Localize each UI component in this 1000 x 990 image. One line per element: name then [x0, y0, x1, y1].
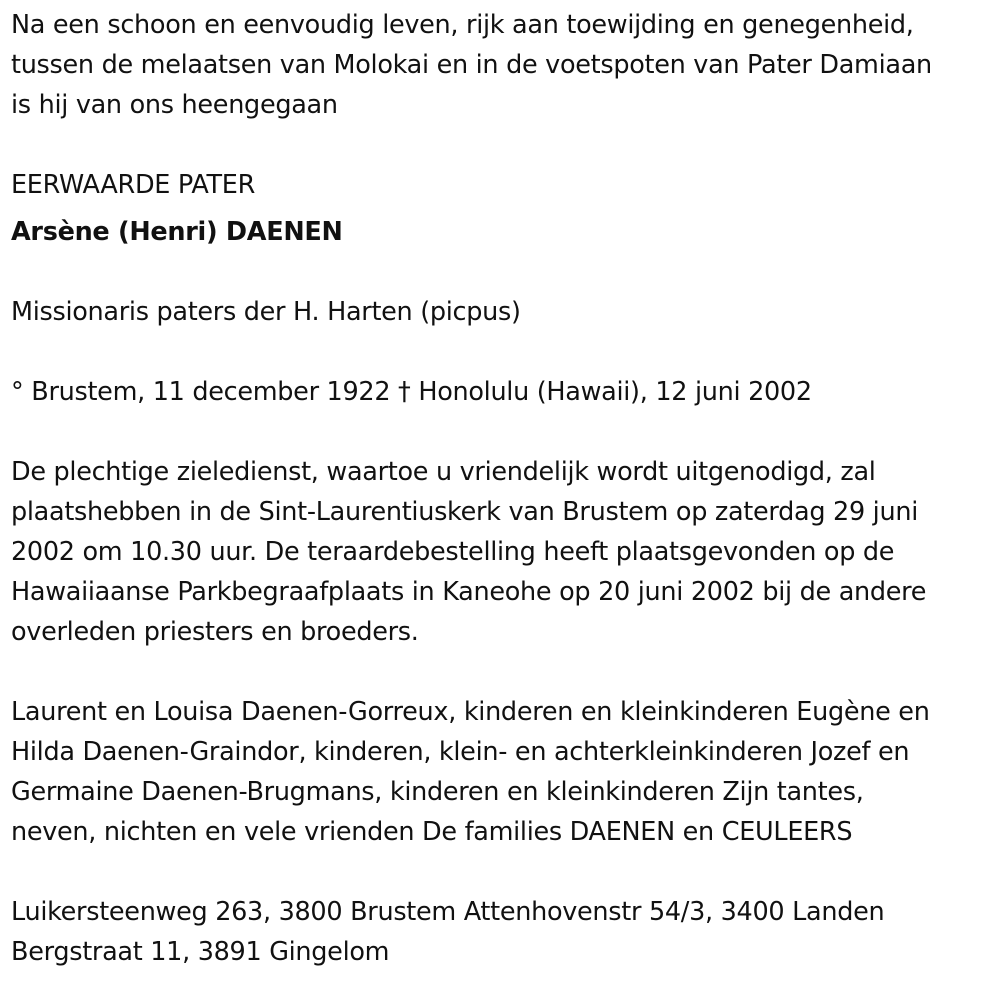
family-line: Hilda Daenen-Graindor, kinderen, klein- en achterkleinkinderen Jozef en: [11, 737, 910, 767]
deceased-title: EERWAARDE PATER: [11, 170, 256, 200]
service-line: plaatshebben in de Sint-Laurentiuskerk van Brustem op zaterdag 29 juni: [11, 497, 918, 527]
addresses-paragraph: [11, 892, 996, 972]
deceased-order: Missionaris paters der H. Harten (picpus): [11, 297, 521, 327]
spacer: [11, 125, 996, 165]
spacer: [11, 852, 996, 892]
family-paragraph: [11, 692, 996, 852]
obituary-document: [11, 5, 996, 972]
spacer: [11, 332, 996, 372]
service-line: 2002 om 10.30 uur. De teraardebestelling heeft plaatsgevonden op de: [11, 537, 895, 567]
service-line: De plechtige zieledienst, waartoe u vriendelijk wordt uitgenodigd, zal: [11, 457, 876, 487]
intro-line: Na een schoon en eenvoudig leven, rijk aan toewijding en genegenheid,: [11, 10, 914, 40]
birth-death-dates: ° Brustem, 11 december 1922 † Honolulu (Hawaii), 12 juni 2002: [11, 377, 812, 407]
address-line: Bergstraat 11, 3891 Gingelom: [11, 937, 390, 967]
spacer: [11, 252, 996, 292]
deceased-name: Arsène (Henri) DAENEN: [11, 217, 343, 247]
order-paragraph: [11, 292, 996, 332]
family-line: Germaine Daenen-Brugmans, kinderen en kleinkinderen Zijn tantes,: [11, 777, 864, 807]
family-line: Laurent en Louisa Daenen-Gorreux, kinderen en kleinkinderen Eugène en: [11, 697, 930, 727]
service-paragraph: [11, 452, 996, 652]
intro-line: is hij van ons heengegaan: [11, 90, 338, 120]
address-line: Luikersteenweg 263, 3800 Brustem Attenhovenstr 54/3, 3400 Landen: [11, 897, 885, 927]
service-line: overleden priesters en broeders.: [11, 617, 419, 647]
intro-paragraph: [11, 5, 996, 125]
spacer: [11, 652, 996, 692]
family-line: neven, nichten en vele vrienden De families DAENEN en CEULEERS: [11, 817, 853, 847]
intro-line: tussen de melaatsen van Molokai en in de voetspoten van Pater Damiaan: [11, 50, 932, 80]
dates-paragraph: [11, 372, 996, 412]
spacer: [11, 412, 996, 452]
service-line: Hawaiiaanse Parkbegraafplaats in Kaneohe op 20 juni 2002 bij de andere: [11, 577, 927, 607]
deceased-heading: [11, 165, 996, 252]
